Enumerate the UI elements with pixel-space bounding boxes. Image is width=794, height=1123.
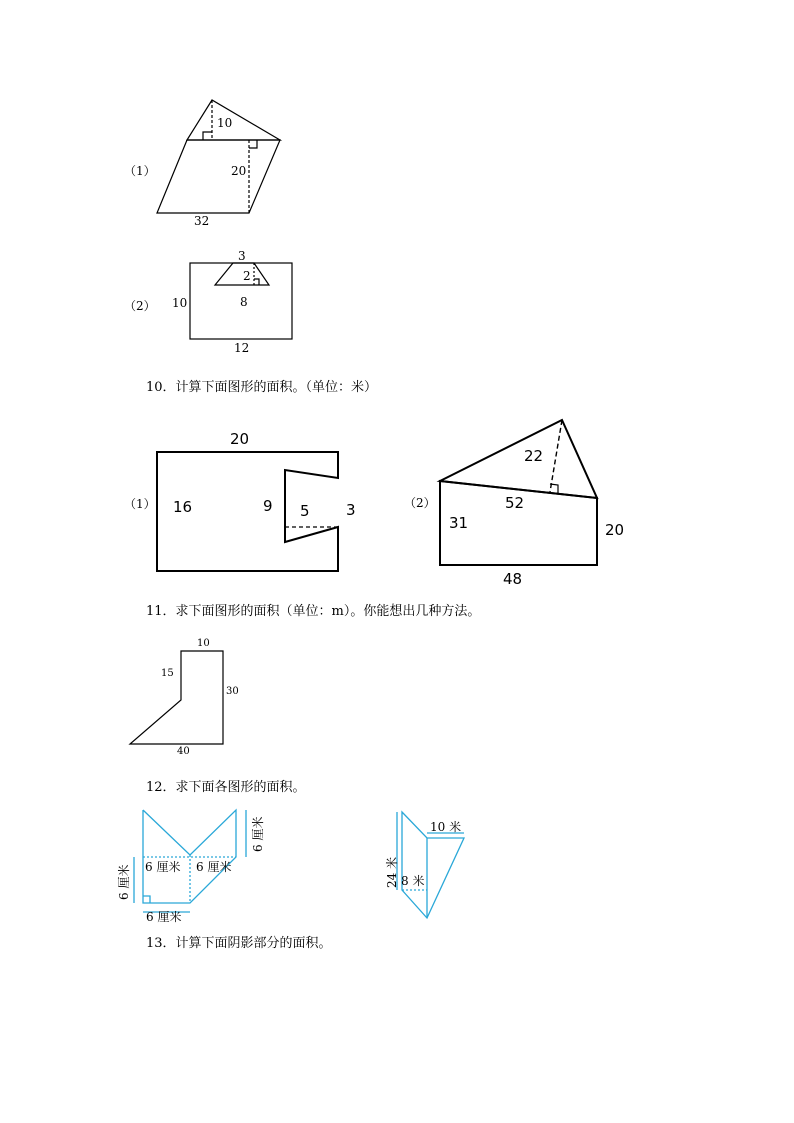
q13-title: 13．计算下面阴影部分的面积。 <box>146 936 332 951</box>
q10-fig2-right: 20 <box>605 521 625 539</box>
q12-fig1-mid-left: 6 厘米 <box>145 860 181 874</box>
q11-bottom: 40 <box>177 746 190 757</box>
q12-fig2-top: 10 米 <box>430 820 462 834</box>
q11-right: 30 <box>226 686 239 697</box>
fig9-1-top-height: 10 <box>217 116 233 130</box>
q10-fig1-index: （1） <box>124 497 156 511</box>
q10-fig1-top: 20 <box>230 430 250 448</box>
q10-fig2-bottom: 48 <box>503 570 523 588</box>
fig9-1-mid-height: 20 <box>231 164 247 178</box>
q12-fig2-height: 24 米 <box>385 856 399 888</box>
q10-fig1-gap: 3 <box>346 501 356 519</box>
fig9-2-top: 3 <box>238 249 246 263</box>
q10-fig1-notch-height: 5 <box>300 502 310 520</box>
q12-fig1-bottom: 6 厘米 <box>146 910 182 924</box>
fig9-2-left: 10 <box>172 296 188 310</box>
q10-fig1-left: 16 <box>173 498 193 516</box>
q10-fig1-notch-depth: 9 <box>263 497 273 515</box>
q11-left: 15 <box>161 668 174 679</box>
q12-title: 12．求下面各图形的面积。 <box>146 780 306 795</box>
q10-fig2-index: （2） <box>404 496 436 510</box>
fig9-1-base: 32 <box>194 214 210 228</box>
q11-title: 11．求下面图形的面积（单位：m）。你能想出几种方法。 <box>146 604 481 619</box>
q10-fig2-height-label: 22 <box>524 447 544 465</box>
q12-fig1-mid-right: 6 厘米 <box>196 860 232 874</box>
q12-fig1-left-h: 6 厘米 <box>117 864 131 900</box>
q10-title: 10．计算下面图形的面积。（单位：米） <box>146 380 378 395</box>
fig9-2-bottom: 12 <box>234 341 250 355</box>
q10-fig2-left: 31 <box>449 514 469 532</box>
fig9-2-tri-height: 2 <box>243 269 251 283</box>
q11-top: 10 <box>197 638 210 649</box>
q10-fig2-diag: 52 <box>505 494 525 512</box>
q12-fig2-inner: 8 米 <box>401 874 425 888</box>
fig9-2-inner: 8 <box>240 295 248 309</box>
fig9-2-index: （2） <box>124 299 156 313</box>
fig9-1-index: （1） <box>124 164 156 178</box>
q12-fig1-right-h: 6 厘米 <box>251 816 265 852</box>
